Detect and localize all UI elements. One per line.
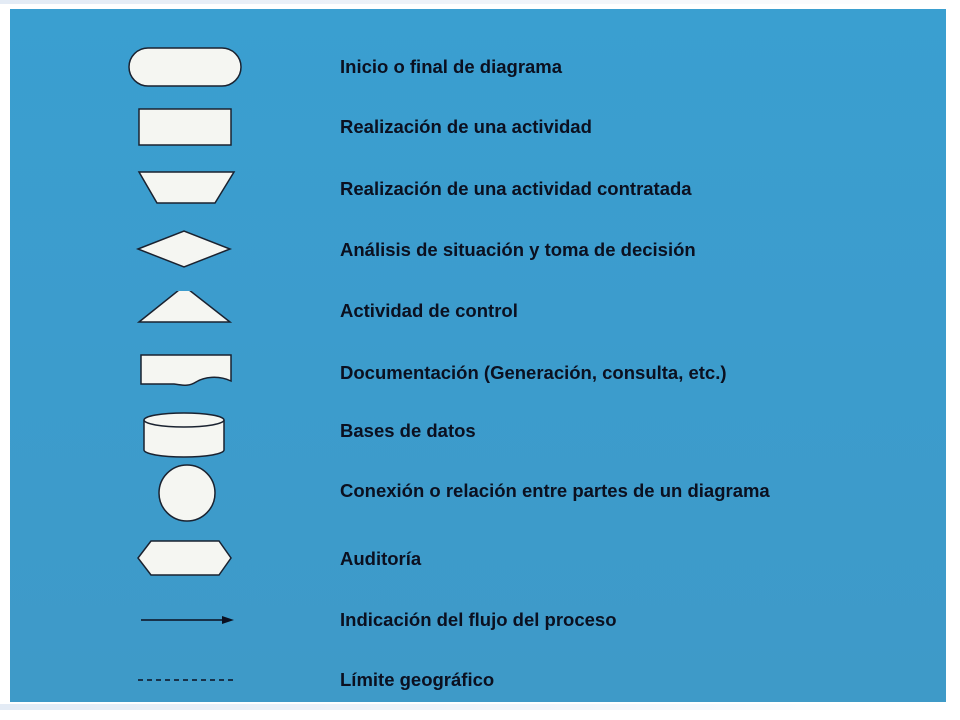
legend-label: Análisis de situación y toma de decisión xyxy=(340,239,696,260)
database-cylinder-icon xyxy=(118,409,258,459)
legend-label: Conexión o relación entre partes de un diagrama xyxy=(340,480,770,501)
legend-row-inverted-trapezoid xyxy=(10,169,946,209)
dashed-line-icon xyxy=(118,660,258,700)
hexagon-icon xyxy=(118,539,258,579)
connector-circle-icon xyxy=(118,464,258,524)
legend-label: Auditoría xyxy=(340,548,422,569)
legend-label: Realización de una actividad xyxy=(340,116,592,137)
diamond-icon xyxy=(118,230,258,270)
legend-label: Indicación del flujo del proceso xyxy=(340,609,617,630)
legend-row-cylinder xyxy=(10,409,946,449)
rectangle-icon xyxy=(118,107,258,147)
terminator-icon xyxy=(118,47,258,87)
legend-label: Bases de datos xyxy=(340,420,476,441)
document-icon xyxy=(118,353,258,393)
legend-row-dashed-line xyxy=(10,660,946,700)
legend-row-triangle xyxy=(10,291,946,331)
triangle-icon xyxy=(118,291,258,331)
legend-row-hexagon xyxy=(10,539,946,579)
legend-row-circle xyxy=(10,465,946,505)
legend-label: Actividad de control xyxy=(340,300,518,321)
bottom-border-stripe xyxy=(0,704,960,710)
legend-label: Documentación (Generación, consulta, etc.) xyxy=(340,362,727,383)
legend-row-terminator xyxy=(10,47,946,87)
legend-row-arrow xyxy=(10,600,946,640)
flow-arrow-icon xyxy=(118,600,258,640)
legend-row-diamond xyxy=(10,230,946,270)
legend-label: Límite geográfico xyxy=(340,669,495,690)
legend-row-document xyxy=(10,353,946,393)
top-border-stripe xyxy=(0,0,960,4)
legend-label: Realización de una actividad contratada xyxy=(340,178,692,199)
legend-label: Inicio o final de diagrama xyxy=(340,56,563,77)
flowchart-symbol-legend xyxy=(10,9,946,702)
legend-row-rectangle xyxy=(10,107,946,147)
inverted-trapezoid-icon xyxy=(118,169,258,209)
